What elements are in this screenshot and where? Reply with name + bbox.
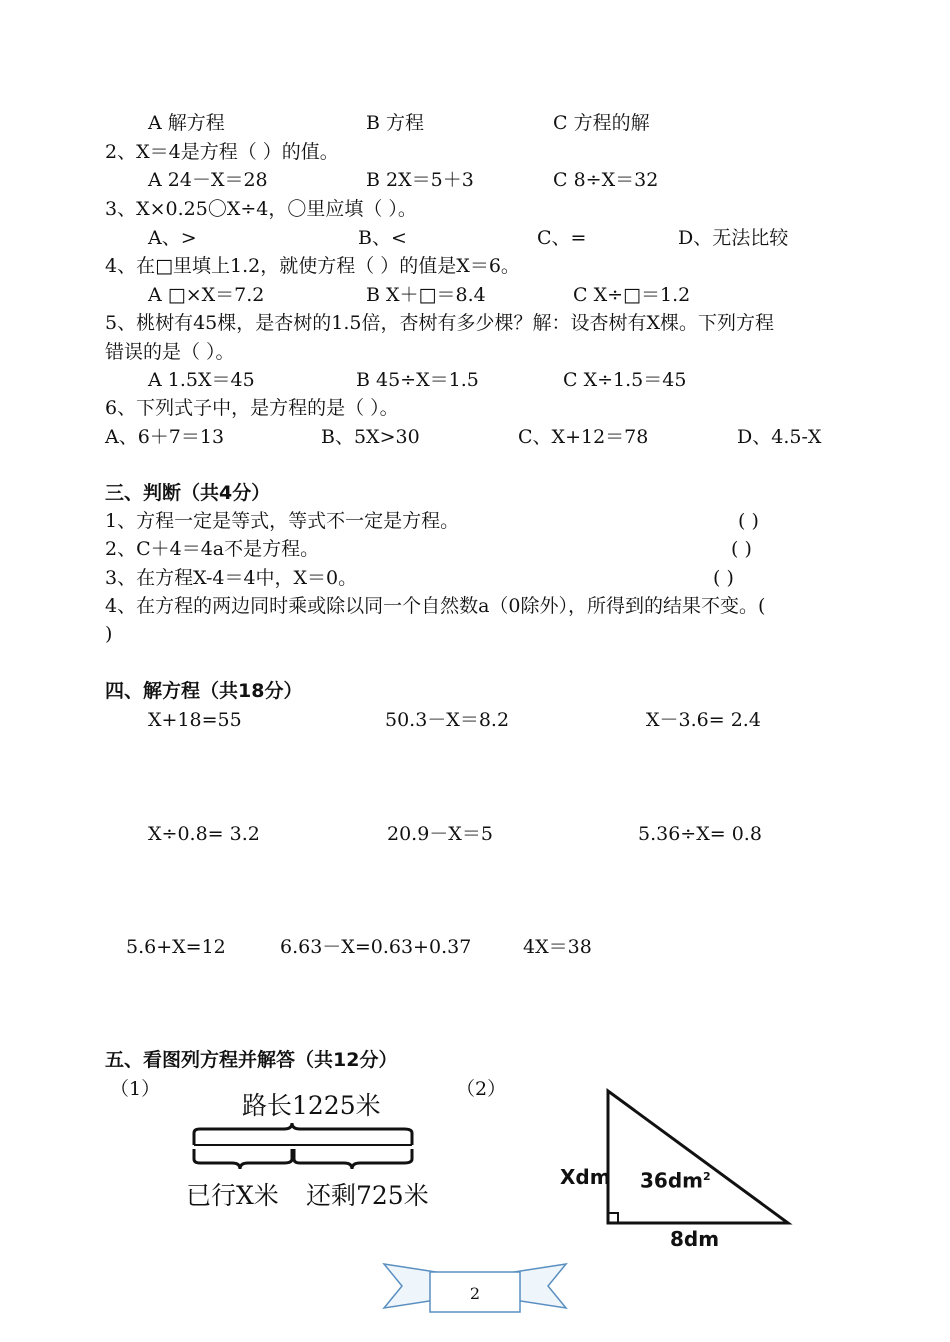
equation-1: X+18=55 [148, 709, 242, 731]
q2-stem: 2、X＝4是方程（ ）的值。 [105, 141, 339, 163]
total-length-brace [194, 1123, 412, 1145]
traveled-brace [194, 1149, 292, 1169]
figure2-label: （2） [456, 1078, 507, 1100]
q1-option-b: B 方程 [366, 112, 425, 134]
remaining-label: 还剩725米 [306, 1181, 429, 1210]
q6-option-c: C、X+12＝78 [518, 426, 649, 448]
traveled-label: 已行X米 [186, 1181, 279, 1210]
q4-stem: 4、在□里填上1.2，就使方程（ ）的值是X＝6。 [105, 255, 520, 277]
road-length-diagram [180, 1085, 440, 1215]
right-triangle-diagram [560, 1085, 800, 1255]
q2-option-b: B 2X＝5＋3 [366, 169, 474, 191]
equation-6: 5.36÷X= 0.8 [638, 823, 762, 845]
judge-item-3: 3、在方程X-4＝4中，X＝0。 [105, 567, 358, 589]
section3-heading: 三、判断（共4分） [105, 482, 271, 504]
judge-paren-4[interactable]: ) [105, 623, 113, 645]
q3-option-a: A、> [148, 227, 197, 249]
q3-stem: 3、X×0.25〇X÷4，〇里应填（ ）。 [105, 198, 417, 220]
q3-option-b: B、< [358, 227, 407, 249]
q4-option-a: A □×X＝7.2 [148, 284, 265, 306]
page-number-ribbon [380, 1258, 570, 1318]
q4-option-c: C X÷□＝1.2 [573, 284, 691, 306]
section5-heading: 五、看图列方程并解答（共12分） [105, 1049, 398, 1071]
area-label [640, 1165, 711, 1193]
q5-stem-line2: 错误的是（ ）。 [105, 341, 235, 363]
equation-4: X÷0.8= 3.2 [148, 823, 260, 845]
page-number: 2 [469, 1284, 481, 1303]
q4-option-b: B X＋□＝8.4 [366, 284, 486, 306]
q6-option-d: D、4.5-X [737, 426, 822, 448]
q2-option-c: C 8÷X＝32 [553, 169, 659, 191]
judge-paren-3[interactable]: ( ) [713, 567, 734, 589]
equation-3: X－3.6= 2.4 [646, 709, 761, 731]
q3-option-c: C、= [537, 227, 587, 249]
judge-paren-1[interactable]: ( ) [738, 510, 759, 532]
equation-2: 50.3－X＝8.2 [385, 709, 510, 731]
q6-stem: 6、下列式子中，是方程的是（ ）。 [105, 397, 399, 419]
q2-option-a: A 24－X＝28 [148, 169, 268, 191]
equation-5: 20.9－X＝5 [387, 823, 493, 845]
road-total-label: 路长1225米 [242, 1091, 381, 1120]
q5-option-b: B 45÷X＝1.5 [356, 369, 479, 391]
q1-option-c: C 方程的解 [553, 112, 650, 134]
q6-option-a: A、6＋7＝13 [105, 426, 225, 448]
q6-option-b: B、5X>30 [321, 426, 420, 448]
judge-item-2: 2、C＋4＝4a不是方程。 [105, 538, 320, 560]
section4-heading: 四、解方程（共18分） [105, 680, 303, 702]
remaining-brace [294, 1149, 412, 1169]
equation-8: 6.63－X=0.63+0.37 [280, 936, 472, 958]
equation-7: 5.6+X=12 [126, 936, 226, 958]
q5-stem-line1: 5、桃树有45棵，是杏树的1.5倍，杏树有多少棵？解：设杏树有X棵。下列方程 [105, 312, 775, 334]
q5-option-c: C X÷1.5＝45 [563, 369, 687, 391]
q5-option-a: A 1.5X＝45 [148, 369, 255, 391]
judge-paren-2[interactable]: ( ) [731, 538, 752, 560]
area-value: 36dm [640, 1168, 703, 1193]
q3-option-d: D、无法比较 [678, 227, 789, 249]
base-label: 8dm [670, 1227, 720, 1251]
q1-option-a: A 解方程 [148, 112, 225, 134]
triangle-outline [608, 1091, 788, 1223]
judge-item-4: 4、在方程的两边同时乘或除以同一个自然数a（0除外），所得到的结果不变。( [105, 595, 766, 617]
judge-item-1: 1、方程一定是等式，等式不一定是方程。 [105, 510, 460, 532]
area-superscript: 2 [703, 1170, 711, 1183]
figure1-label: （1） [110, 1078, 161, 1100]
equation-9: 4X＝38 [523, 936, 592, 958]
height-label: Xdm [560, 1165, 611, 1189]
